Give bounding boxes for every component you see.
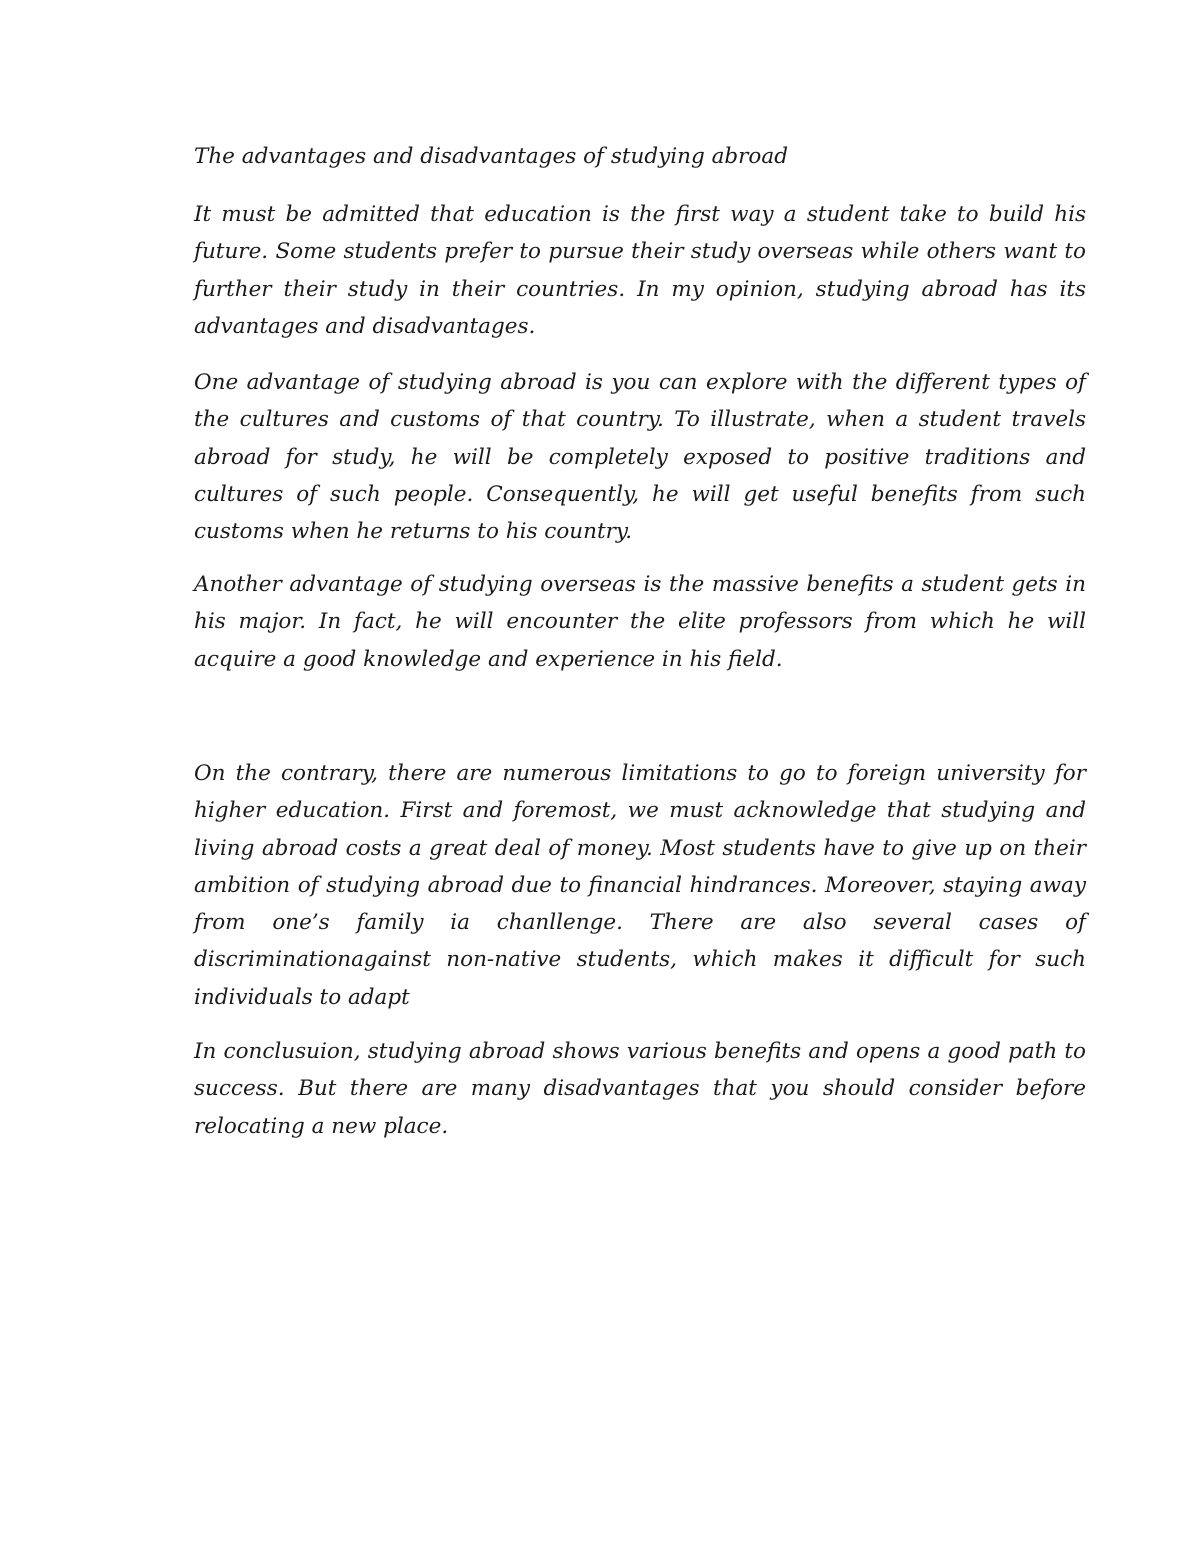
paragraph-limitations: On the contrary, there are numerous limitations to go to foreign university for higher education. First and foremost, we must acknowledge that studying and living abroad costs a great deal of money. Most students have to give up on their ambition of studying abroad due to financial hindrances. Moreover, staying away from one’s family ia chanllenge. There are also several cases of discriminationagainst non-native students, which makes it difficult for such individuals to adapt — [194, 761, 1086, 1010]
essay-title: The advantages and disadvantages of studying abroad — [194, 144, 788, 169]
paragraph-culture-advantage: One advantage of studying abroad is you can explore with the different types of the cultures and customs of that country. To illustrate, when a student travels abroad for study, he will be completely exposed to positive traditions and cultures of such people. Consequently, he will get useful benefits from such customs when he returns to his country. — [194, 370, 1086, 545]
paragraph-major-advantage: Another advantage of studying overseas is the massive benefits a student gets in his major. In fact, he will encounter the elite professors from which he will acquire a good knowledge and experience in his field. — [194, 572, 1086, 672]
paragraph-introduction: It must be admitted that education is the first way a student take to build his future. Some students prefer to pursue their study overseas while others want to further their study in their countries. In my opinion, studying abroad has its advantages and disadvantages. — [194, 202, 1086, 339]
paragraph-conclusion: In conclusuion, studying abroad shows various benefits and opens a good path to success. But there are many disadvantages that you should consider before relocating a new place. — [194, 1039, 1086, 1139]
